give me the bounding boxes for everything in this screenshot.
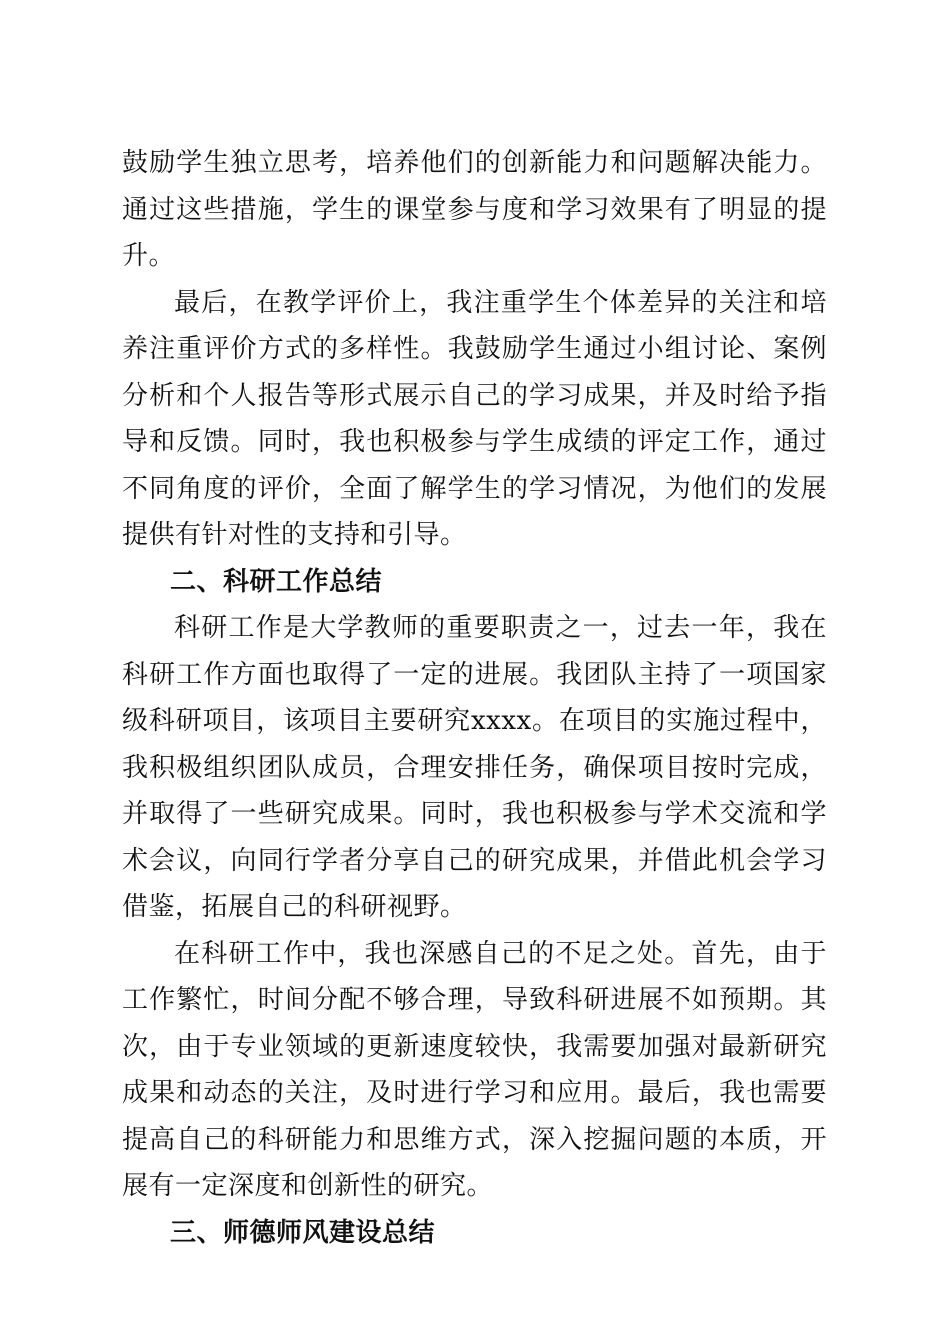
paragraph-teaching-evaluation: 最后，在教学评价上，我注重学生个体差异的关注和培养注重评价方式的多样性。我鼓励学生通过小组讨论、案例分析和个人报告等形式展示自己的学习成果，并及时给予指导和反馈。同时，我也积极参与学生成绩的评定工作，通过不同角度的评价，全面了解学生的学习情况，为他们的发展提供有针对性的支持和引导。 (122, 287, 827, 550)
paragraph-research-progress: 科研工作是大学教师的重要职责之一，过去一年，我在科研工作方面也取得了一定的进展。我团队主持了一项国家级科研项目，该项目主要研究xxxx。在项目的实施过程中，我积极组织团队成员，合理安排任务，确保项目按时完成，并取得了一些研究成果。同时，我也积极参与学术交流和学术会议，向同行学者分享自己的研究成果，并借此机会学习借鉴，拓展自己的科研视野。 (122, 613, 827, 922)
document-body (122, 140, 827, 1256)
paragraph-research-shortcomings: 在科研工作中，我也深感自己的不足之处。首先，由于工作繁忙，时间分配不够合理，导致科研进展不如预期。其次，由于专业领域的更新速度较快，我需要加强对最新研究成果和动态的关注，及时进行学习和应用。最后，我也需要提高自己的科研能力和思维方式，深入挖掘问题的本质，开展有一定深度和创新性的研究。 (122, 938, 827, 1201)
section-heading-research: 二、科研工作总结 (170, 566, 383, 597)
paragraph-teaching-methods-end: 鼓励学生独立思考，培养他们的创新能力和问题解决能力。通过这些措施，学生的课堂参与度和学习效果有了明显的提升。 (122, 148, 827, 271)
section-heading-ethics: 三、师德师风建设总结 (170, 1217, 436, 1248)
